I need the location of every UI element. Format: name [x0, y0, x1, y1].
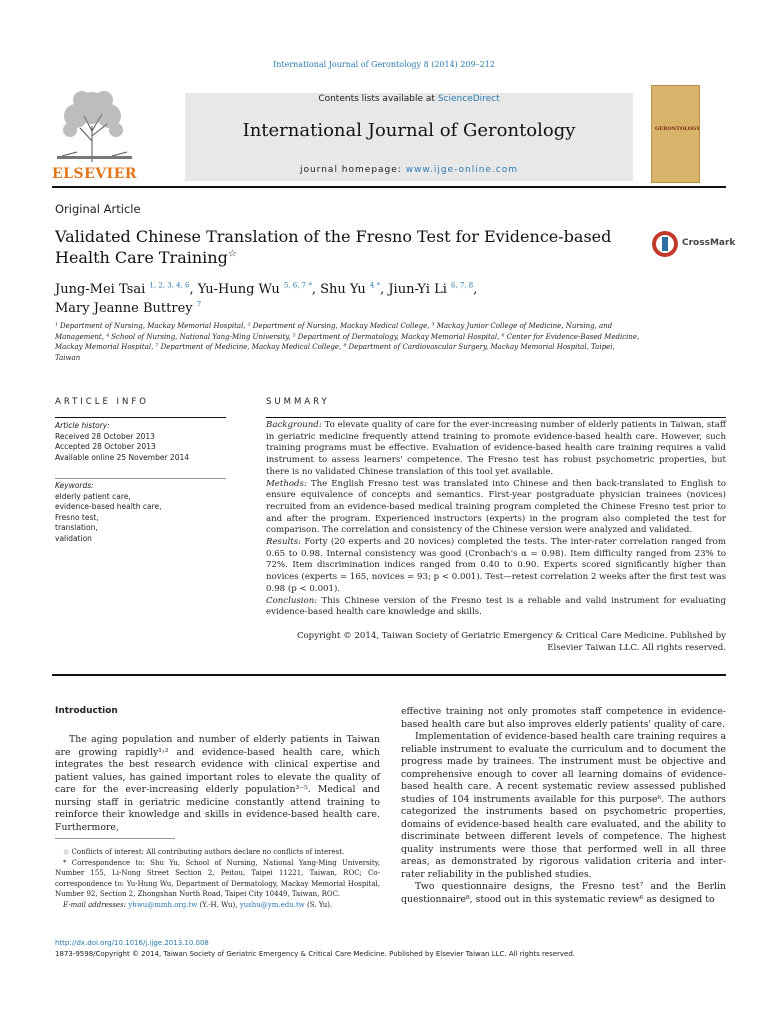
journal-citation[interactable]: International Journal of Gerontology 8 (2014) 209–212: [273, 60, 495, 69]
keyword: translation,: [55, 523, 98, 532]
body-divider: [52, 674, 726, 676]
contents-line: [185, 94, 633, 104]
paragraph: Implementation of evidence-based health care training requires a reliable instrument to evaluate the curriculum and to document the progress made by trainees. The instrument must be objective and comprehensive enough to cover all learning domains of evidence-based health care. A recent systematic review assessed published studies of 104 instruments available for this purpose⁶. The authors categorized the instruments based on psychometric properties, domains of evidence-based health care evaluated, and the ability to discriminate between different levels of competence. The highest quality instruments were those that performed well in all three areas, as demonstrated by rigorous validation criteria and inter-rater reliability in the published studies.: [401, 731, 726, 880]
homepage-link[interactable]: www.ijge-online.com: [405, 165, 519, 175]
title-line-1: Validated Chinese Translation of the Fresno Test for Evidence-based: [55, 227, 612, 246]
crossmark-icon: [651, 230, 679, 258]
sciencedirect-link[interactable]: ScienceDirect: [437, 94, 500, 104]
methods-text: The English Fresno test was translated into Chinese and then back-translated to English to ensure equivalence of concepts and semantics. First-year postgraduate physician trainees (novices) recruited from an evidence-based medical training program completed the Chinese Fresno test prior to and after the program. Experienced instructors (experts) in the program also completed the test for comparison. The correlation and consistency of the Chinese version were analyzed and validated.: [266, 478, 726, 536]
summary-heading: SUMMARY: [266, 397, 330, 407]
accepted-date: Accepted 28 October 2013: [55, 442, 156, 451]
homepage-line: [185, 165, 633, 175]
background-label: Background:: [266, 420, 322, 430]
homepage-prefix: journal homepage:: [299, 165, 406, 175]
crossmark-badge[interactable]: [651, 230, 736, 260]
paragraph: The aging population and number of elderly patients in Taiwan are growing rapidly¹˒² and evidence-based health care, which integrates the best research evidence with clinical expertise and patient values, has gained important roles to elevate the quality of care for the ever-increasing elderly population³⁻⁵. Medical and nursing staff in geriatric medicine constantly attend training to reinforce their knowledge and skills in evidence-based health care. Furthermore,: [55, 734, 380, 833]
issn-copyright: 1873-9598/Copyright © 2014, Taiwan Society of Geriatric Emergency & Critical Care Medicine. Published by Elsevier Taiwan LLC. All rights reserved.: [55, 950, 576, 958]
keywords: [55, 481, 226, 544]
title-footnote-mark[interactable]: ☆: [227, 248, 237, 260]
author-name: Jiun-Yi Li: [388, 282, 447, 297]
email-owner: (S. Yu).: [304, 900, 333, 909]
elsevier-wordmark: ELSEVIER: [52, 166, 138, 182]
received-date: Received 28 October 2013: [55, 431, 155, 441]
keyword: evidence-based health care,: [55, 502, 162, 511]
results-label: Results:: [266, 537, 302, 548]
footnote-conflicts: ☆ Conflicts of interest: All contributing authors declare no conflicts of interest.: [63, 848, 345, 856]
paragraph: Two questionnaire designs, the Fresno test⁷ and the Berlin questionnaire⁸, stood out in this systematic review⁶ as designed to: [401, 881, 726, 905]
author-affiliation-sup[interactable]: 6, 7, 8: [451, 281, 474, 290]
results-text: Forty (20 experts and 20 novices) completed the tests. The inter-rater correlation ranged from 0.65 to 0.98. Internal consistency was good (Cronbach's α = 0.98). Item difficulty ranged from 23% to 72%. Item discrimination indices ranged from 0.40 to 0.90. Experts scored significantly higher than novices (experts = 165, novices = 93; p < 0.001). Test—retest correlation 2 weeks after the first test was 0.98 (p < 0.001).: [266, 537, 726, 594]
article-history: [55, 421, 226, 463]
title-line-2: Health Care Training: [55, 248, 228, 267]
article-type: Original Article: [55, 202, 141, 216]
crossmark-label: CrossMark: [682, 238, 736, 248]
info-subdivider: [55, 478, 226, 479]
conclusion-label: Conclusion:: [266, 595, 318, 606]
email-label: E-mail addresses:: [63, 900, 129, 909]
journal-cover-thumbnail[interactable]: [651, 85, 700, 183]
body-column-right: [401, 706, 726, 906]
summary-copyright: Copyright © 2014, Taiwan Society of Geriatric Emergency & Critical Care Medicine. Published by Elsevier Taiwan LLC. All rights reserved.: [296, 631, 726, 653]
doi-link[interactable]: http://dx.doi.org/10.1016/j.ijge.2013.10.008: [55, 939, 209, 947]
author-name: Shu Yu: [320, 282, 366, 297]
keywords-label: Keywords:: [55, 481, 94, 490]
article-info-heading: ARTICLE INFO: [55, 397, 149, 407]
paragraph: effective training not only promotes staff competence in evidence-based health care but also improves elderly patients' quality of care.: [401, 706, 726, 730]
footnote-divider: [55, 838, 175, 839]
email-link[interactable]: yushu@ym.edu.tw: [239, 900, 305, 909]
cover-title: GERONTOLOGY: [655, 126, 700, 132]
body-column-left: [55, 734, 380, 834]
keyword: Fresno test,: [55, 512, 99, 522]
author-affiliation-sup[interactable]: 7: [196, 300, 202, 309]
author-name: Yu-Hung Wu: [197, 282, 280, 297]
history-label: Article history:: [55, 421, 110, 430]
author-affiliation-sup[interactable]: 4 *: [369, 281, 381, 290]
keyword: elderly patient care,: [55, 491, 131, 501]
keyword: validation: [55, 533, 92, 543]
author-affiliation-sup[interactable]: 1, 2, 3, 4, 6: [149, 281, 190, 290]
contents-prefix: Contents lists available at: [318, 94, 438, 104]
summary-divider: [266, 417, 726, 418]
author-name: Jung-Mei Tsai: [55, 282, 146, 297]
background-text: To elevate quality of care for the ever-increasing number of elderly patients in Taiwan, staff in geriatric medicine frequently attend training to promote evidence-based health care. However, such training programs must be effective. Evaluation of evidence-based health care training requires a valid instrument to assess learners' competence. The Fresno test has robust psychometric properties, but there is no validated Chinese translation of this tool yet available.: [266, 420, 726, 477]
journal-title: International Journal of Gerontology: [242, 120, 576, 141]
header-divider: [52, 186, 726, 188]
footnote-emails: [55, 900, 380, 911]
footnotes: [55, 847, 380, 910]
affiliations: ¹ Department of Nursing, Mackay Memorial Hospital, ² Department of Nursing, Mackay Medical College, ³ Mackay Junior College of Medicine, Nursing, and Management, ⁴ School of Nursing, National Yang-Ming University, ⁵ Department of Dermatology, Mackay Memorial Hospital, ⁶ Center for Evidence-Based Medicine, Mackay Memorial Hospital, ⁷ Department of Medicine, Mackay Medical College, ⁸ Department of Cardiovascular Surgery, Mackay Memorial Hospital, Taipei, Taiwan: [55, 322, 640, 362]
introduction-heading: Introduction: [55, 706, 118, 716]
methods-label: Methods:: [266, 478, 307, 489]
summary-text: [266, 420, 726, 619]
footnote-correspondence: * Correspondence to: Shu Yu, School of Nursing, National Yang-Ming University, Number 155, Li-Nong Street Section 2, Peitou, Taipei 11221, Taiwan, ROC; Co-correspondence to: Yu-Hung Wu, Department of Dermatology, Mackay Memorial Hospital, Number 92, Section 2, Zhongshan North Road, Taipei City 10449, Taiwan, ROC.: [55, 858, 380, 898]
info-divider: [55, 417, 226, 418]
author-name: Mary Jeanne Buttrey: [55, 301, 193, 316]
author-affiliation-sup[interactable]: 5, 6, 7 *: [283, 281, 312, 290]
email-link[interactable]: yhwu@mmh.org.tw: [128, 900, 198, 909]
article-title: [55, 226, 635, 268]
online-date: Available online 25 November 2014: [55, 452, 190, 462]
conclusion-text: This Chinese version of the Fresno test is a reliable and valid instrument for evaluating evidence-based health care knowledge and skills.: [266, 595, 726, 618]
email-owner: (Y.-H. Wu),: [197, 900, 240, 909]
author-list: Jung-Mei Tsai $^{1, 2, 3, 4, 6}$, Yu-Hung Wu $^{5, 6, 7 *}$, Shu Yu $^{4 *}$, Jiun-Yi Li $^{6, 7, 8}$, Mary Jeanne Buttrey $^7$: [55, 281, 478, 316]
